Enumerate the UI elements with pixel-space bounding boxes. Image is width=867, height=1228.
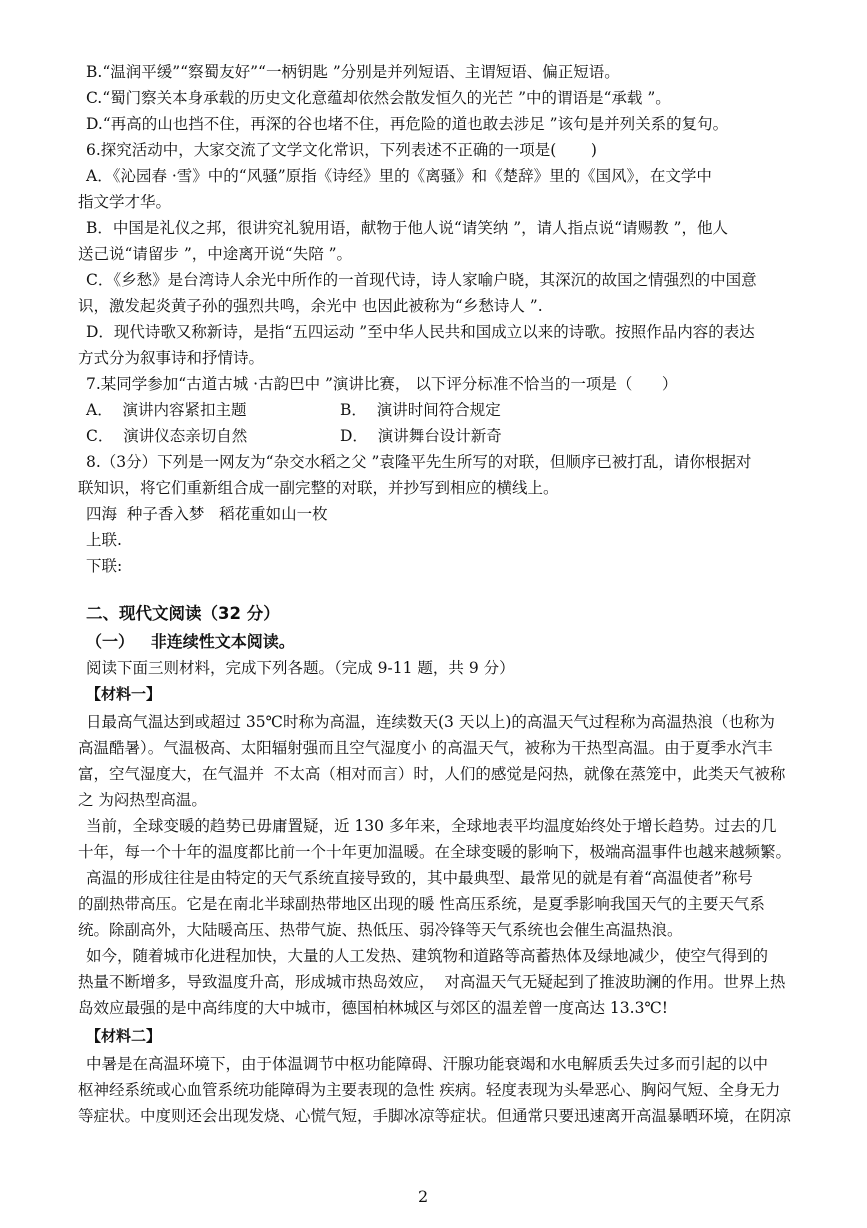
material-1-para-1-line-1: 日最高气温达到或超过 35℃时称为高温，连续数天(3 天以上)的高温天气过程称为高温热浪（也称为 [86,713,775,731]
q7-option-c: C． 演讲仪态亲切自然 [86,427,248,445]
q7-option-b: B． 演讲时间符合规定 [340,401,501,419]
material-1-para-4-line-2: 热量不断增多，导致温度升高，形成城市热岛效应， 对高温天气无疑起到了推波助澜的作用。世界上热 [78,973,786,991]
option-c-line: C.“蜀门察关本身承载的历史文化意蕴却依然会散发恒久的光芒 ”中的谓语是“承载 ”。 [86,89,671,107]
q6-option-c-1: C．《乡愁》是台湾诗人余光中所作的一首现代诗，诗人家喻户晓，其深沉的故国之情强烈的中国意 [86,271,757,289]
q6-option-a-2: 指文学才华。 [78,193,172,211]
material-2-title: 【材料二】 [86,1027,162,1045]
section-2-title: 二、现代文阅读（32 分） [86,604,280,623]
material-1-para-1-line-4: 之 为闷热型高温。 [78,791,207,809]
material-2-para-1-line-1: 中暑是在高温环境下，由于体温调节中枢功能障碍、汗腺功能衰竭和水电解质丢失过多而引起的以中 [86,1055,769,1073]
q7-option-a: A． 演讲内容紧扣主题 [86,401,247,419]
q6-option-b-1: B．中国是礼仪之邦，很讲究礼貌用语，献物于他人说“请笑纳 ”，请人指点说“请赐教 ”，他人 [86,219,728,237]
question-8-line-2: 联知识，将它们重新组合成一副完整的对联，并抄写到相应的横线上。 [78,479,559,497]
material-1-para-3-line-1: 高温的形成往往是由特定的天气系统直接导致的，其中最典型、最常见的就是有着“高温使者”称号 [86,869,753,887]
question-8-line-1: 8.（3分）下列是一网友为“杂交水稻之父 ”袁隆平先生所写的对联，但顺序已被打乱，请你根据对 [86,453,752,471]
lower-couplet-label: 下联: [86,557,123,575]
material-1-para-4-line-3: 岛效应最强的是中高纬度的大中城市，德国柏林城区与郊区的温差曾一度高达 13.3℃! [78,999,669,1017]
material-1-para-4-line-1: 如今，随着城市化进程加快，大量的人工发热、建筑物和道路等高蓄热体及绿地减少，使空气得到的 [86,947,769,965]
option-b-line: B.“温润平缓”“察蜀友好”“一柄钥匙 ”分别是并列短语、主谓短语、偏正短语。 [86,63,620,81]
q6-option-c-2: 识，激发起炎黄子孙的强烈共鸣，余光中 也因此被称为“乡愁诗人 ”. [78,297,543,315]
material-1-para-1-line-2: 高温酷暑）。气温极高、太阳辐射强而且空气湿度小 的高温天气，被称为干热型高温。由于夏季水汽丰 [78,739,773,757]
material-1-title: 【材料一】 [86,685,162,703]
q6-option-d-1: D．现代诗歌又称新诗，是指“五四运动 ”至中华人民共和国成立以来的诗歌。按照作品内容的表达 [86,323,755,341]
question-6: 6.探究活动中，大家交流了文学文化常识，下列表述不正确的一项是( ) [86,141,597,159]
material-1-para-1-line-3: 富，空气湿度大，在气温并 不太高（相对而言）时，人们的感觉是闷热，就像在蒸笼中，此类天气被称 [78,765,786,783]
q6-option-b-2: 送己说“请留步 ”，中途离开说“失陪 ”。 [78,245,353,263]
material-1-para-3-line-3: 统。除副高外，大陆暖高压、热带气旋、热低压、弱冷锋等天气系统也会催生高温热浪。 [78,921,683,939]
q6-option-d-2: 方式分为叙事诗和抒情诗。 [78,349,265,367]
subsection-1-title: （一） 非连续性文本阅读。 [86,632,295,651]
page-number: 2 [418,1187,429,1206]
material-1-para-2-line-2: 十年，每一个十年的温度都比前一个十年更加温暖。在全球变暖的影响下，极端高温事件也越来越频繁。 [78,843,792,861]
question-8-fragments: 四海 种子香入梦 稻花重如山一枚 [86,505,328,523]
material-2-para-1-line-2: 枢神经系统或心血管系统功能障碍为主要表现的急性 疾病。轻度表现为头晕恶心、胸闷气短、全身无力 [78,1081,781,1099]
question-7: 7.某同学参加“古道古城 ·古韵巴中 ”演讲比赛， 以下评分标准不恰当的一项是（ ） [86,375,678,393]
reading-instruction: 阅读下面三则材料，完成下列各题。（完成 9-11 题，共 9 分） [86,659,515,677]
upper-couplet-label: 上联. [86,531,122,549]
material-1-para-3-line-2: 的副热带高压。它是在南北半球副热带地区出现的暖 性高压系统，是夏季影响我国天气的主要天气系 [78,895,765,913]
material-1-para-2-line-1: 当前，全球变暖的趋势已毋庸置疑，近 130 多年来，全球地表平均温度始终处于增长趋势。过去的几 [86,817,777,835]
q7-option-d: D． 演讲舞台设计新奇 [340,427,502,445]
option-d-line: D.“再高的山也挡不住，再深的谷也堵不住，再危险的道也敢去涉足 ”该句是并列关系的复句。 [86,115,729,133]
material-2-para-1-line-3: 等症状。中度则还会出现发烧、心慌气短，手脚冰凉等症状。但通常只要迅速离开高温暴晒环境，在阴凉 [78,1107,792,1125]
q6-option-a-1: A．《沁园春 ·雪》中的“风骚”原指《诗经》里的《离骚》和《楚辞》里的《国风》，在文学中 [86,167,712,185]
